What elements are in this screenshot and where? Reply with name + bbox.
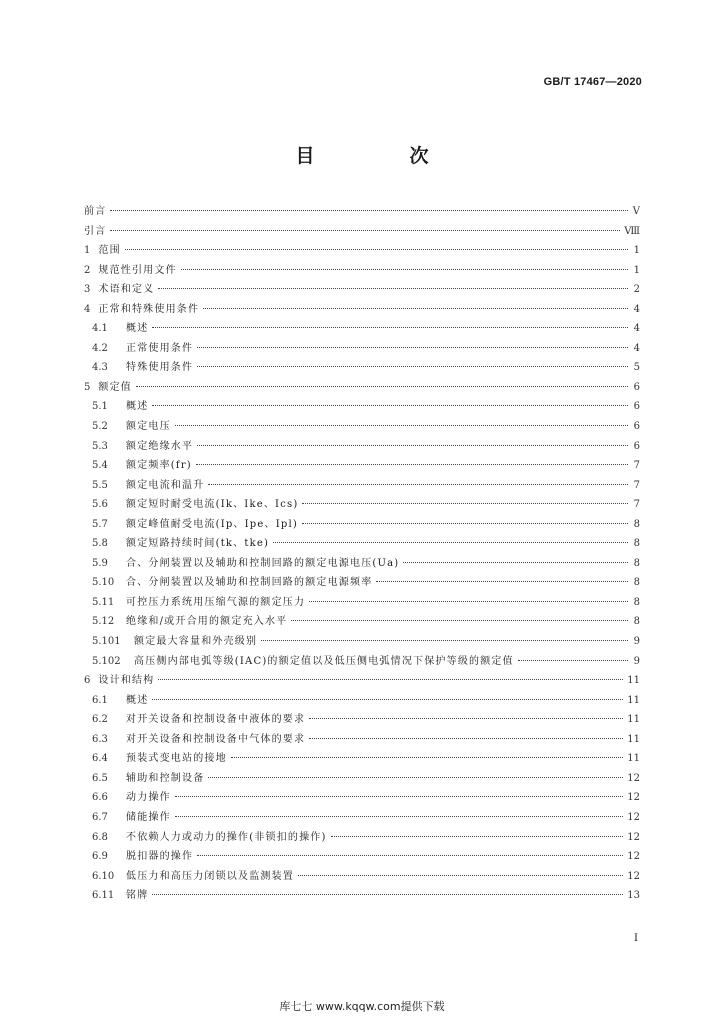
toc-entry-number: 4.1: [92, 323, 108, 335]
toc-entry[interactable]: [84, 222, 640, 242]
toc-entry-number: 6.5: [92, 772, 108, 784]
toc-entry-page: 8: [633, 616, 640, 628]
toc-entry[interactable]: [84, 534, 640, 554]
toc-entry-number: 6.8: [92, 831, 108, 843]
toc-entry-number: 5.10: [92, 577, 115, 589]
toc-entry-number: 6: [84, 675, 91, 687]
toc-entry[interactable]: [84, 261, 640, 281]
toc-entry-number: 5.8: [92, 538, 108, 550]
toc-entry-page: 1: [633, 245, 640, 257]
toc-dot-leader: [196, 464, 628, 465]
toc-entry[interactable]: [84, 847, 640, 867]
toc-entry-page: 12: [627, 831, 640, 843]
toc-entry-title: 额定短路持续时间(tk、tke): [126, 538, 270, 550]
toc-entry-page: 11: [627, 753, 640, 765]
toc-dot-leader: [152, 699, 623, 700]
toc-dot-leader: [110, 230, 620, 231]
toc-dot-leader: [291, 620, 628, 621]
toc-entry-page: 4: [633, 342, 640, 354]
toc-dot-leader: [273, 542, 628, 543]
toc-entry-page: 2: [633, 284, 640, 296]
toc-entry-page: Ⅴ: [632, 206, 640, 217]
toc-entry[interactable]: [84, 612, 640, 632]
toc-entry-title: 设计和结构: [98, 675, 155, 687]
toc-entry-title: 可控压力系统用压缩气源的额定压力: [126, 596, 306, 608]
toc-dot-leader: [261, 640, 628, 641]
toc-entry-title: 概述: [126, 694, 149, 706]
toc-entry-page: 13: [627, 890, 640, 902]
toc-entry-number: 5.11: [92, 596, 115, 608]
toc-entry[interactable]: [84, 554, 640, 574]
toc-entry-page: 12: [627, 851, 640, 863]
toc-entry[interactable]: [84, 476, 640, 496]
page-number: I: [634, 933, 638, 944]
toc-entry-page: 7: [633, 499, 640, 511]
toc-entry-title: 绝缘和/或开合用的额定充入水平: [126, 616, 288, 628]
toc-entry-page: 7: [633, 479, 640, 491]
toc-dot-leader: [197, 855, 623, 856]
toc-entry[interactable]: [84, 456, 640, 476]
toc-dot-leader: [518, 660, 628, 661]
toc-entry[interactable]: [84, 730, 640, 750]
toc-entry-title: 额定绝缘水平: [126, 440, 194, 452]
toc-entry[interactable]: [84, 339, 640, 359]
toc-entry-title: 合、分闸装置以及辅助和控制回路的额定电源频率: [126, 577, 373, 589]
toc-entry-number: 1: [84, 245, 91, 257]
toc-entry-number: 6.10: [92, 870, 115, 882]
toc-entry-number: 5.12: [92, 616, 115, 628]
toc-entry-number: 2: [84, 264, 91, 276]
toc-entry-number: 5.2: [92, 421, 108, 433]
toc-entry-page: 11: [627, 714, 640, 726]
toc-entry[interactable]: [84, 671, 640, 691]
toc-entry[interactable]: [84, 319, 640, 339]
toc-dot-leader: [302, 503, 628, 504]
toc-entry-title: 额定值: [98, 381, 132, 393]
toc-entry-page: 11: [627, 675, 640, 687]
toc-entry-title: 正常使用条件: [126, 342, 194, 354]
toc-entry[interactable]: [84, 358, 640, 378]
toc-entry-title: 额定电压: [126, 421, 171, 433]
toc-entry-title: 规范性引用文件: [98, 264, 177, 276]
toc-entry-number: 6.6: [92, 792, 108, 804]
toc-entry-title: 高压侧内部电弧等级(IAC)的额定值以及低压侧电弧情况下保护等级的额定值: [134, 655, 514, 667]
footer-watermark: 库七七 www.kqqw.com提供下载: [279, 1000, 445, 1013]
toc-entry-number: 5.9: [92, 557, 108, 569]
toc-dot-leader: [309, 718, 623, 719]
toc-entry-number: 6.3: [92, 733, 108, 745]
toc-entry[interactable]: [84, 437, 640, 457]
toc-entry-title: 额定电流和温升: [126, 479, 205, 491]
toc-dot-leader: [208, 484, 628, 485]
toc-entry-page: 11: [627, 694, 640, 706]
toc-dot-leader: [158, 288, 628, 289]
toc-dot-leader: [175, 425, 628, 426]
toc-entry-page: 12: [627, 870, 640, 882]
toc-entry-page: 4: [633, 303, 640, 315]
toc-entry-page: 6: [633, 401, 640, 413]
toc-entry-page: 8: [633, 518, 640, 530]
toc-entry-page: 12: [627, 772, 640, 784]
toc-dot-leader: [136, 386, 628, 387]
toc-dot-leader: [152, 894, 623, 895]
toc-dot-leader: [309, 601, 628, 602]
toc-entry-title: 额定短时耐受电流(Ik、Ike、Ics): [126, 499, 299, 511]
toc-dot-leader: [208, 777, 623, 778]
toc-entry-title: 预装式变电站的接地: [126, 753, 227, 765]
toc-entry[interactable]: [84, 710, 640, 730]
toc-entry[interactable]: [84, 808, 640, 828]
toc-entry-title: 正常和特殊使用条件: [98, 303, 200, 315]
toc-entry-number: 6.1: [92, 694, 108, 706]
toc-entry-number: 4.2: [92, 342, 108, 354]
toc-entry-page: 7: [633, 460, 640, 472]
toc-entry[interactable]: [84, 788, 640, 808]
toc-entry-title: 术语和定义: [98, 284, 155, 296]
toc-entry-title: 低压力和高压力闭锁以及监测装置: [126, 870, 294, 882]
toc-entry-page: Ⅷ: [624, 225, 640, 237]
table-of-contents: [84, 202, 640, 906]
toc-entry-title: 前言: [84, 206, 107, 217]
toc-entry-number: 5.6: [92, 499, 108, 511]
toc-dot-leader: [175, 816, 623, 817]
toc-dot-leader: [175, 796, 623, 797]
toc-entry-number: 4.3: [92, 362, 108, 374]
standard-code: GB/T 17467—2020: [543, 76, 642, 88]
toc-dot-leader: [125, 249, 628, 250]
toc-entry-number: 5.4: [92, 460, 108, 472]
toc-entry-page: 4: [633, 323, 640, 335]
toc-entry[interactable]: [84, 573, 640, 593]
toc-entry-title: 范围: [98, 245, 121, 257]
toc-entry-title: 储能操作: [126, 811, 171, 823]
toc-entry-title: 额定最大容量和外壳级别: [134, 636, 258, 648]
toc-dot-leader: [376, 581, 628, 582]
toc-entry-number: 4: [84, 303, 91, 315]
toc-entry[interactable]: [84, 867, 640, 887]
toc-dot-leader: [331, 836, 624, 837]
toc-entry-page: 8: [633, 596, 640, 608]
toc-entry-title: 辅助和控制设备: [126, 772, 205, 784]
toc-entry[interactable]: [84, 828, 640, 848]
toc-entry-title: 对开关设备和控制设备中液体的要求: [126, 714, 306, 726]
toc-entry-number: 6.9: [92, 851, 108, 863]
toc-entry-number: 5.3: [92, 440, 108, 452]
toc-entry-title: 对开关设备和控制设备中气体的要求: [126, 733, 306, 745]
toc-entry-page: 8: [633, 538, 640, 550]
toc-entry-title: 引言: [84, 225, 107, 237]
toc-dot-leader: [203, 308, 628, 309]
toc-entry-title: 特殊使用条件: [126, 362, 194, 374]
toc-entry[interactable]: [84, 300, 640, 320]
toc-dot-leader: [152, 405, 628, 406]
toc-entry[interactable]: [84, 632, 640, 652]
toc-entry-number: 3: [84, 284, 91, 296]
toc-entry-title: 合、分闸装置以及辅助和控制回路的额定电源电压(Ua): [126, 557, 400, 569]
toc-dot-leader: [231, 757, 623, 758]
toc-entry[interactable]: [84, 241, 640, 261]
toc-entry-page: 1: [633, 264, 640, 276]
toc-entry-number: 5.102: [92, 655, 121, 667]
toc-entry-title: 概述: [126, 401, 149, 413]
toc-entry[interactable]: [84, 691, 640, 711]
toc-entry-page: 6: [633, 381, 640, 393]
toc-entry-page: 12: [627, 792, 640, 804]
toc-entry-number: 6.2: [92, 714, 108, 726]
toc-dot-leader: [181, 269, 628, 270]
toc-entry-page: 6: [633, 440, 640, 452]
toc-entry[interactable]: [84, 495, 640, 515]
toc-dot-leader: [110, 210, 628, 211]
toc-entry[interactable]: [84, 515, 640, 535]
page-title: 目 次: [295, 145, 467, 167]
toc-entry-title: 额定频率(fr): [126, 460, 192, 472]
toc-entry-number: 5.1: [92, 401, 108, 413]
toc-dot-leader: [309, 738, 623, 739]
toc-entry[interactable]: [84, 417, 640, 437]
toc-dot-leader: [158, 679, 623, 680]
toc-entry[interactable]: [84, 886, 640, 906]
toc-entry-page: 6: [633, 421, 640, 433]
toc-entry[interactable]: [84, 397, 640, 417]
toc-entry-title: 不依赖人力或动力的操作(非锁扣的操作): [126, 831, 327, 843]
toc-entry-title: 额定峰值耐受电流(Ip、Ipe、Ipl): [126, 518, 298, 530]
toc-entry[interactable]: [84, 378, 640, 398]
toc-entry-number: 5.7: [92, 518, 108, 530]
toc-entry-page: 11: [627, 733, 640, 745]
toc-dot-leader: [197, 347, 628, 348]
toc-entry-number: 6.7: [92, 811, 108, 823]
toc-entry-title: 动力操作: [126, 792, 171, 804]
toc-entry[interactable]: [84, 749, 640, 769]
toc-entry[interactable]: [84, 769, 640, 789]
toc-dot-leader: [298, 875, 623, 876]
toc-dot-leader: [197, 366, 628, 367]
toc-entry-number: 6.11: [92, 890, 115, 902]
toc-entry[interactable]: [84, 202, 640, 222]
toc-entry-page: 8: [633, 557, 640, 569]
toc-entry-number: 5.5: [92, 479, 108, 491]
toc-entry-title: 概述: [126, 323, 149, 335]
toc-entry-page: 8: [633, 577, 640, 589]
toc-entry-title: 脱扣器的操作: [126, 851, 194, 863]
toc-entry[interactable]: [84, 593, 640, 613]
toc-dot-leader: [403, 562, 628, 563]
toc-entry-page: 12: [627, 811, 640, 823]
toc-dot-leader: [152, 327, 628, 328]
toc-entry-number: 5: [84, 381, 91, 393]
toc-entry-title: 铭牌: [126, 890, 149, 902]
toc-entry-number: 5.101: [92, 636, 121, 648]
toc-entry-page: 9: [633, 655, 640, 667]
toc-dot-leader: [197, 445, 628, 446]
toc-entry-page: 5: [633, 362, 640, 374]
toc-entry-number: 6.4: [92, 753, 108, 765]
toc-dot-leader: [302, 523, 628, 524]
toc-entry[interactable]: [84, 652, 640, 672]
toc-entry-page: 9: [633, 636, 640, 648]
toc-entry[interactable]: [84, 280, 640, 300]
